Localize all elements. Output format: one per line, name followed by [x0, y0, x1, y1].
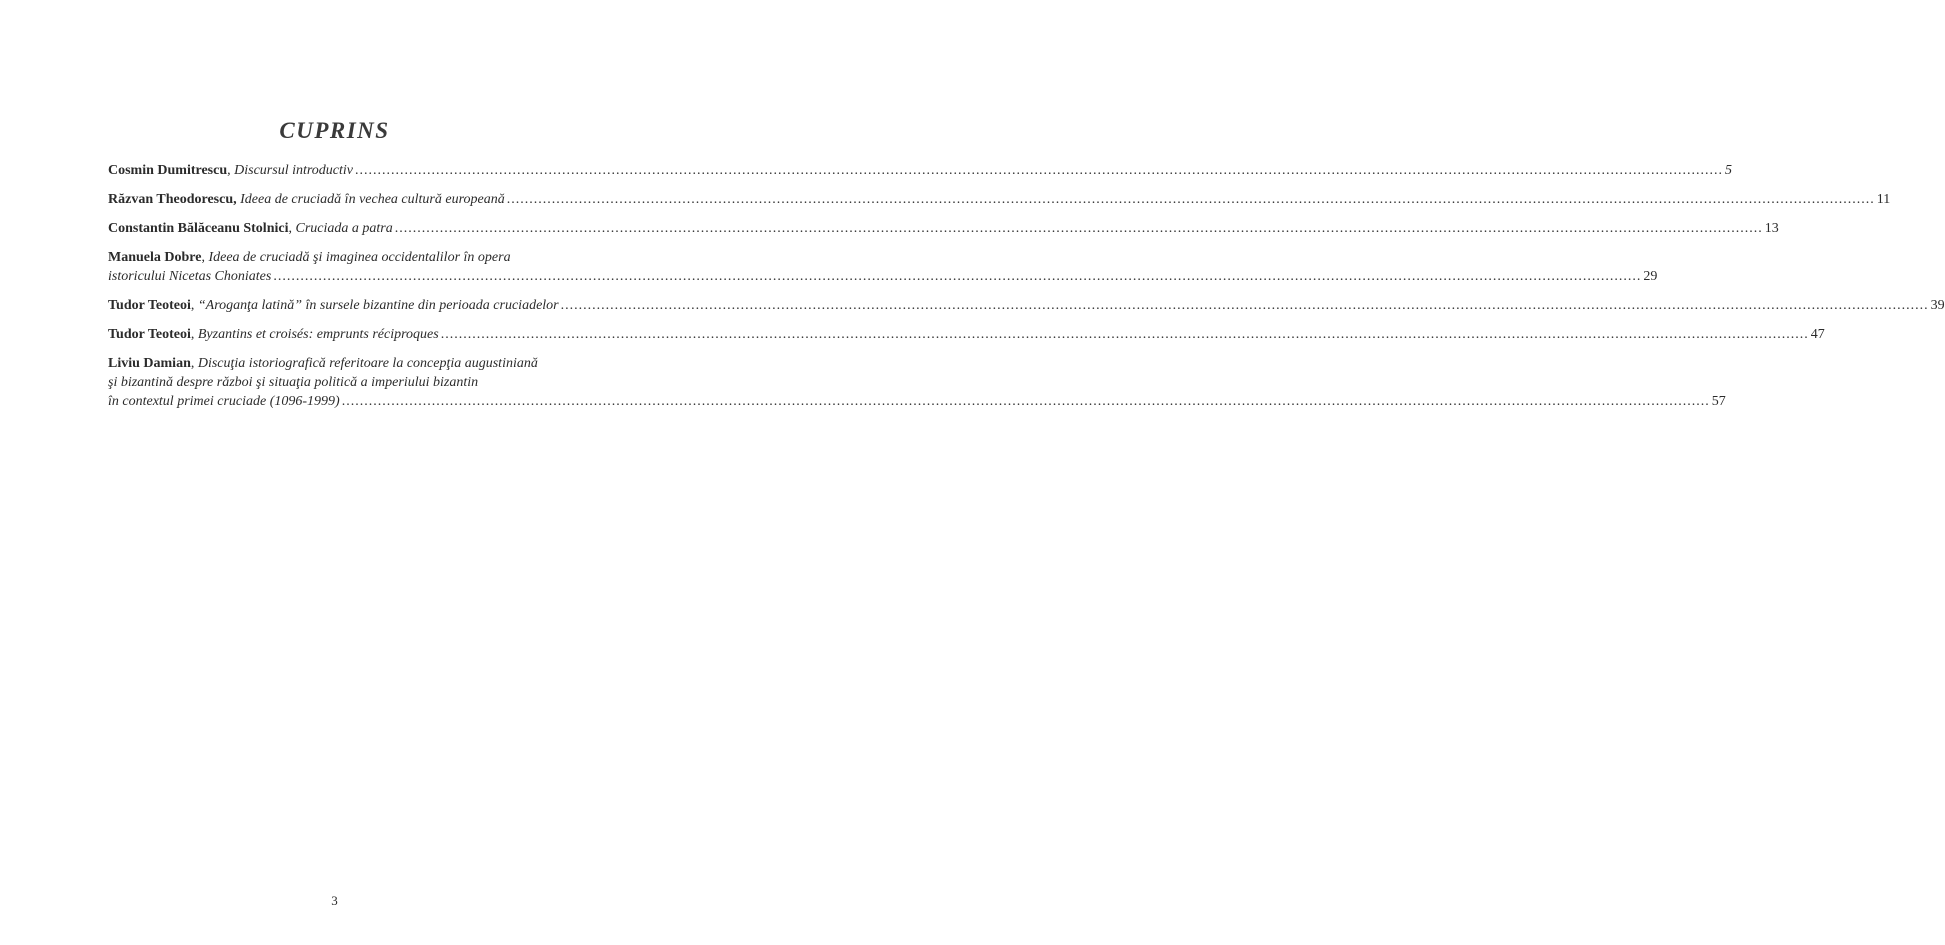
toc-entry[interactable]: [108, 219, 1779, 238]
leader-dots: [507, 190, 1875, 209]
entry-page: 11: [1876, 192, 1891, 207]
toc-entry[interactable]: [108, 161, 1733, 180]
entry-page: 29: [1643, 269, 1658, 284]
toc-title: CUPRINS: [279, 118, 390, 143]
page-number: 3: [331, 893, 338, 908]
entry-title-continued: istoricului Nicetas Choniates: [108, 269, 272, 284]
entry-title: Ideea de cruciadă în vechea cultură europeană: [240, 192, 505, 207]
leader-dots: [395, 219, 1763, 238]
leader-dots: [561, 296, 1929, 315]
entry-separator: ,: [190, 298, 198, 313]
entry-author: Tudor Teoteoi: [108, 327, 191, 342]
entry-title: Ideea de cruciadă şi imaginea occidentalilor în opera: [208, 250, 511, 265]
entry-page: 57: [1711, 394, 1726, 409]
toc-entry[interactable]: [108, 354, 1726, 411]
entry-author: Cosmin Dumitrescu: [108, 163, 228, 178]
entry-page: 47: [1810, 327, 1825, 342]
entry-title: Cruciada a patra: [295, 221, 393, 236]
entry-title: Discuţia istoriografică referitoare la concepţia augustiniană: [197, 356, 538, 371]
entry-title-continued: în contextul primei cruciade (1096-1999): [108, 394, 340, 409]
entry-author: Liviu Damian: [108, 356, 191, 371]
entry-author: Tudor Teoteoi: [108, 298, 191, 313]
entry-title: Byzantins et croisés: emprunts réciproques: [197, 327, 439, 342]
entry-author: Constantin Bălăceanu Stolnici: [108, 221, 289, 236]
entry-separator: ,: [201, 250, 209, 265]
leader-dots: [342, 392, 1710, 411]
entry-title: Discursul introductiv: [234, 163, 354, 178]
toc-entry[interactable]: [108, 248, 1658, 286]
leader-dots: [355, 161, 1723, 180]
entry-page: 5: [1725, 163, 1733, 178]
entry-author: Manuela Dobre: [108, 250, 202, 265]
entry-separator: ,: [190, 356, 198, 371]
entry-author: Răzvan Theodorescu,: [108, 192, 237, 207]
entry-page: 39: [1930, 298, 1945, 313]
toc-entry[interactable]: [108, 190, 1891, 209]
toc-entry[interactable]: [108, 325, 1825, 344]
leader-dots: [441, 325, 1809, 344]
entry-title: “Aroganţa latină” în sursele bizantine din perioada cruciadelor: [197, 298, 559, 313]
toc-entry[interactable]: [108, 296, 1945, 315]
entry-separator: ,: [190, 327, 198, 342]
entry-title-continued: şi bizantină despre război şi situaţia politică a imperiului bizantin: [108, 375, 479, 390]
table-of-contents: [108, 161, 1945, 421]
entry-separator: ,: [227, 163, 235, 178]
entry-separator: ,: [288, 221, 296, 236]
entry-page: 13: [1764, 221, 1779, 236]
leader-dots: [273, 267, 1641, 286]
